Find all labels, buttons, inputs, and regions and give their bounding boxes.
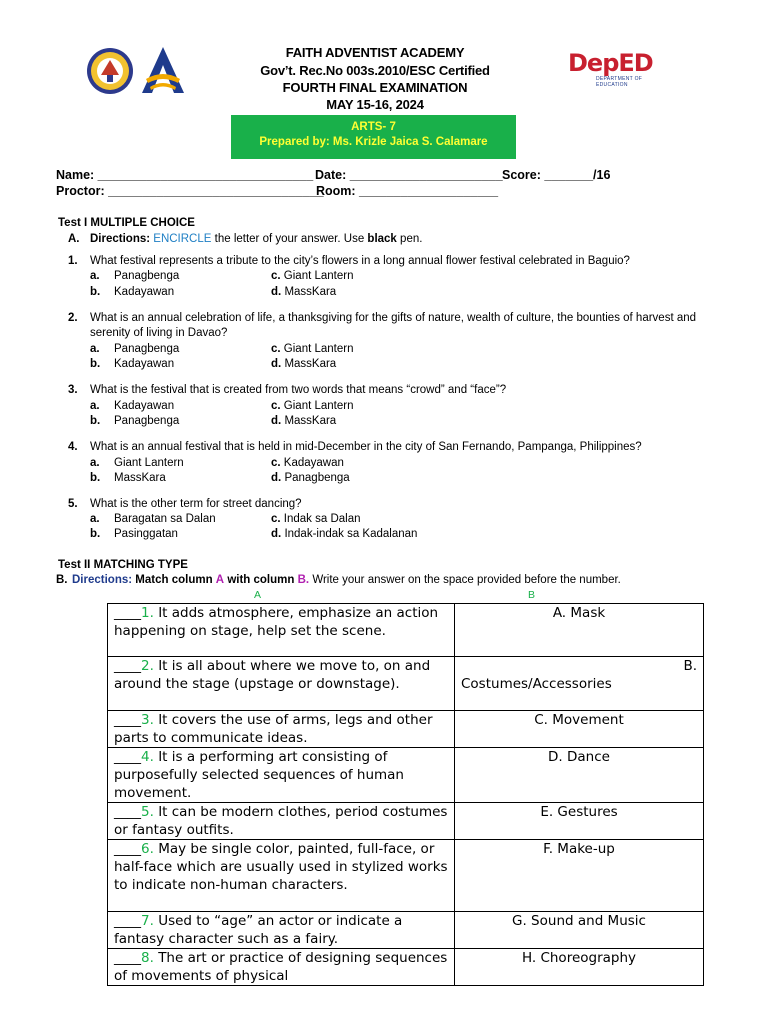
item-number: 1. [141,605,154,621]
column-b-header: B [528,589,536,601]
choice-cell [455,711,704,748]
matching-table [107,603,704,986]
item-cell[interactable] [108,657,455,711]
question-text: What is an annual festival that is held in mid-December in the city of San Fernando, Pampanga, Philippines? [90,441,642,453]
item-text: It adds atmosphere, emphasize an action happening on stage, help set the scene. [114,605,439,639]
item-cell[interactable] [108,748,455,803]
item-number: 7. [141,913,154,929]
question-number: 4. [68,441,78,453]
choice-cell [455,604,704,657]
column-a-header: A [254,589,262,601]
table-row [108,748,704,803]
directions-pre: Match column [135,574,213,586]
directions-label: Directions: [72,574,133,586]
answer-blank[interactable]: ____ [114,605,141,621]
item-number: 6. [141,841,154,857]
school-seal-logo [86,47,134,95]
date-field[interactable]: Date: ______________________ [315,168,503,182]
directions-mid: the letter of your answer. Use [214,233,365,245]
subject-box [231,115,516,159]
test2-title: Test II MATCHING TYPE [58,559,188,571]
table-row [108,949,704,986]
choice-cell [455,912,704,949]
option-c[interactable]: c. Indak sa Dalan [271,513,361,525]
exam-dates: MAY 15-16, 2024 [326,97,424,112]
proctor-field[interactable]: Proctor: _______________________________ [56,184,324,198]
option-d[interactable]: d. MassKara [271,286,337,298]
directions-rest: Write your answer on the space provided before the number. [312,574,621,586]
question-text: What is the other term for street dancing? [90,498,302,510]
item-cell[interactable] [108,711,455,748]
column-b-ref: B. [297,574,310,586]
directions-letter: A. [68,233,80,245]
directions-action: ENCIRCLE [153,233,212,245]
option-d[interactable]: d. MassKara [271,415,337,427]
option-d[interactable]: d. MassKara [271,358,337,370]
test1-title: Test I MULTIPLE CHOICE [58,217,195,229]
item-text: Used to “age” an actor or indicate a fantasy character such as a fairy. [114,913,403,947]
option-c[interactable]: c. Kadayawan [271,457,344,469]
answer-blank[interactable]: ____ [114,712,141,728]
item-text: May be single color, painted, full-face, or half-face which are usually used in stylized works to indicate non-human characters. [114,841,448,893]
deped-logo-subtitle: DEPARTMENT OF EDUCATION [596,76,643,88]
deped-logo-text: DepED [568,49,653,77]
option-c[interactable]: c. Giant Lantern [271,343,354,355]
question-number: 1. [68,255,78,267]
table-row [108,657,704,711]
question-text: What festival represents a tribute to the city’s flowers in a long annual flower festival celebrated in Baguio? [90,255,630,267]
table-row [108,803,704,840]
option-b[interactable]: b. Panagbenga [90,415,180,427]
option-a[interactable]: a. Baragatan sa Dalan [90,513,216,525]
directions-letter: B. [56,574,68,586]
item-cell[interactable] [108,803,455,840]
choice-text: A. Mask [552,605,606,621]
school-name: FAITH ADVENTIST ACADEMY [285,45,465,60]
directions-end: pen. [400,233,423,245]
choice-letter: B. [683,658,697,674]
table-row [108,840,704,912]
option-b[interactable]: b. MassKara [90,472,166,484]
answer-blank[interactable]: ____ [114,658,141,674]
deped-logo [568,50,660,90]
item-number: 4. [141,749,154,765]
question-text: What is the festival that is created from two words that means “crowd” and “face”? [90,384,507,396]
item-text: It can be modern clothes, period costumes or fantasy outfits. [114,804,448,838]
item-number: 3. [141,712,154,728]
choice-cell [455,657,704,711]
option-a[interactable]: a. Giant Lantern [90,457,184,469]
table-row [108,711,704,748]
item-cell[interactable] [108,840,455,912]
option-b[interactable]: b. Kadayawan [90,286,175,298]
choice-text: G. Sound and Music [512,913,646,929]
subject-label: ARTS- 7 [351,121,396,133]
exam-title: FOURTH FINAL EXAMINATION [282,80,468,95]
choice-text: H. Choreography [521,950,637,966]
question-text-line1: What is an annual celebration of life, a thanksgiving for the gifts of nature, wealth of culture, the bounties of harvest and [90,312,697,324]
name-field[interactable]: Name: _______________________________ [56,168,314,182]
choice-cell [455,803,704,840]
option-a[interactable]: a. Panagbenga [90,343,180,355]
choice-text: D. Dance [548,749,610,765]
test2-directions [56,574,621,586]
prepared-by: Prepared by: Ms. Krizle Jaica S. Calamare [259,136,488,148]
choice-text: F. Make-up [543,841,615,857]
item-cell[interactable] [108,949,455,986]
answer-blank[interactable]: ____ [114,913,141,929]
answer-blank[interactable]: ____ [114,841,141,857]
item-number: 5. [141,804,154,820]
table-row [108,912,704,949]
option-c[interactable]: c. Giant Lantern [271,270,354,282]
score-field[interactable]: Score: _______/16 [502,168,611,182]
item-text: It covers the use of arms, legs and other parts to communicate ideas. [114,712,433,746]
item-cell[interactable] [108,912,455,949]
option-a[interactable]: a. Panagbenga [90,270,180,282]
column-a-ref: A [215,574,225,586]
answer-blank[interactable]: ____ [114,950,141,966]
question-number: 2. [68,312,78,324]
option-b[interactable]: b. Pasinggatan [90,528,178,540]
item-text: It is a performing art consisting of purposefully selected sequences of human movement. [114,749,404,801]
item-text: It is all about where we move to, on and around the stage (upstage or downstage). [114,658,431,692]
table-row [108,604,704,657]
option-c[interactable]: c. Giant Lantern [271,400,354,412]
item-number: 8. [141,950,154,966]
choice-text: Costumes/Accessories [461,676,612,692]
directions-bold: black [367,233,397,245]
room-field[interactable]: Room: ____________________ [316,184,499,198]
option-a[interactable]: a. Kadayawan [90,400,175,412]
question-text-line2: serenity of living in Davao? [90,327,228,339]
directions-label: Directions: [90,233,151,245]
question-number: 3. [68,384,78,396]
choice-cell [455,949,704,986]
choice-text: C. Movement [534,712,624,728]
choice-cell [455,748,704,803]
answer-blank[interactable]: ____ [114,804,141,820]
option-d[interactable]: d. Indak-indak sa Kadalanan [271,528,418,540]
item-number: 2. [141,658,154,674]
question-number: 5. [68,498,78,510]
item-cell[interactable] [108,604,455,657]
directions-with: with column [227,574,295,586]
item-text: The art or practice of designing sequences of movements of physical [114,950,448,984]
choice-cell [455,840,704,912]
recognition-line: Gov’t. Rec.No 003s.2010/ESC Certified [260,63,490,78]
test1-directions [68,233,422,245]
choice-text: E. Gestures [540,804,618,820]
option-b[interactable]: b. Kadayawan [90,358,175,370]
option-d[interactable]: d. Panagbenga [271,472,350,484]
answer-blank[interactable]: ____ [114,749,141,765]
academy-a-logo [140,45,186,95]
